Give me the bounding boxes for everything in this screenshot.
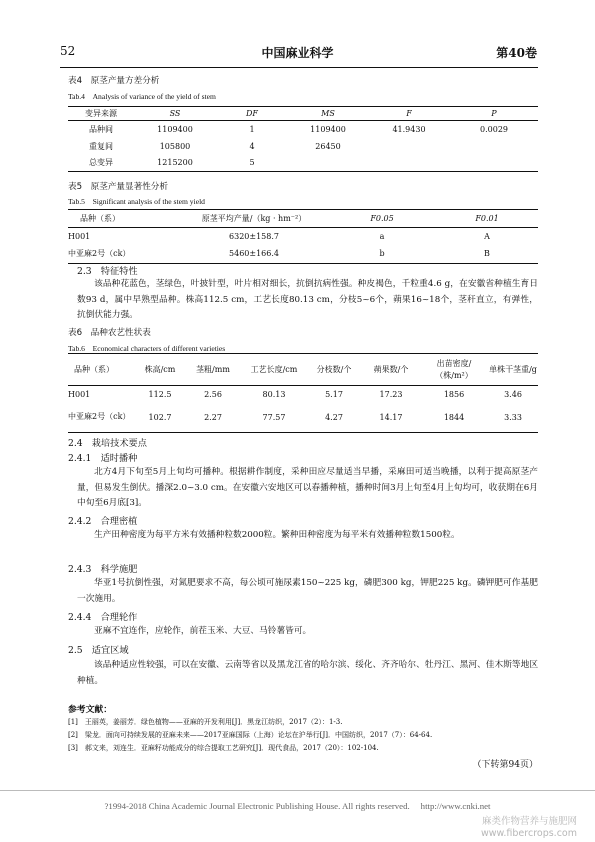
table4-cell: 1109400 [310,124,346,134]
table6-cell: 3.46 [504,389,522,399]
table6-cell: 112.5 [148,389,172,399]
paragraph-2-3 [77,277,538,324]
table4-header-cell: SS [134,107,216,121]
table4 [68,106,538,172]
table4-caption-en: Tab.4 Analysis of variance of the yield of stem [68,92,216,101]
table5-cell: 6320±158.7 [229,231,279,241]
table5-header-cell: F0.05 [328,210,436,228]
section-heading-2-4-4: 2.4.4 合理轮作 [68,612,138,623]
table-row [68,155,538,172]
table6-cell: 77.57 [262,412,286,422]
table6-header-cell: 品种（系） [68,354,136,386]
table-row [68,403,538,433]
table4-cell: 41.9430 [392,124,426,134]
table6-caption-en: Tab.6 Economical characters of different varieties [68,344,226,353]
table4-cell: 26450 [315,141,341,151]
table-row [68,121,538,138]
footer-rule [0,790,595,791]
section-heading-2-5: 2.5 适宜区域 [68,645,129,656]
section-heading-2-4-3: 2.4.3 科学施肥 [68,564,138,575]
table4-cell [450,138,538,155]
table-row [68,245,538,264]
paragraph-2-5 [77,658,538,689]
table4-cell [288,155,368,172]
table5-header-cell: 原茎平均产量/（kg · hm⁻²） [180,210,328,228]
paragraph-2-4-2 [77,528,538,544]
paragraph-text: 该品种花蓝色，茎绿色，叶披针型，叶片相对细长，抗倒抗病性强。种皮褐色，千粒重4.6 g，在安徽省种植生育日数93 d，属中早熟型品种。株高112.5 cm，工艺长度80.13 cm，分枝5~6个，蒴果16~18个，茎秆直立，有弹性，抗倒伏能力强。 [77,279,538,320]
table4-cell: 重复间 [89,141,113,151]
table6-cell: 14.17 [379,412,403,422]
page-number: 52 [60,44,76,58]
watermark-line: www.fibercrops.com [480,828,577,839]
table6-cell: 2.27 [204,412,222,422]
continued-note: （下转第94页） [472,760,538,770]
table5-cell: 5460±166.4 [229,249,279,259]
table4-header-cell: P [450,107,538,121]
paragraph-2-4-4 [77,624,538,640]
paragraph-text: 该品种适应性较强，可以在安徽、云南等省以及黑龙江省的哈尔滨、绥化、齐齐哈尔、牡丹江、黑河、佳木斯等地区种植。 [77,660,538,686]
table4-cell: 总变异 [89,158,113,168]
table5-cell: A [484,231,490,241]
table6-cell: 1856 [443,389,465,399]
table6-header-cell: 单株干茎重/g [488,354,538,386]
table6-cell: H001 [68,389,91,399]
table4-cell [450,155,538,172]
table4-cell: 4 [249,141,255,151]
journal-title: 中国麻业科学 [261,46,334,60]
table4-caption-cn: 表4 原茎产量方差分析 [68,76,160,86]
table4-cell [368,155,450,172]
table4-header-cell: MS [288,107,368,121]
table6-cell: 17.23 [379,389,403,399]
table6-cell: 2.56 [204,389,222,399]
paragraph-text: 生产田种密度为每平方米有效播种粒数2000粒。繁种田种密度为每平米有效播种粒数1500粒。 [94,530,460,540]
paragraph-text: 华亚1号抗倒性强，对氮肥要求不高，每公顷可施尿素150~225 kg，磷肥300 kg，钾肥225 kg。磷钾肥可作基肥一次施用。 [77,578,538,604]
section-heading-2-4-1: 2.4.1 适时播种 [68,453,138,464]
table6-header-cell: 工艺长度/cm [242,354,306,386]
references-title: 参考文献： [68,705,112,715]
table6-header-cell: 蒴果数/个 [362,354,420,386]
table4-header-cell: DF [216,107,288,121]
table5-cell: b [379,249,385,259]
reference-item: [2] 梁龙．面向可持续发展的亚麻未来——2017亚麻国际（上海）论坛在沪举行[J]．中国纺织，2017（7）：64-64. [68,731,433,739]
table4-cell: 5 [249,158,255,168]
volume-label: 第40卷 [496,46,537,60]
section-heading-2-3: 2.3 特征特性 [77,266,138,277]
table4-header-cell: 变异来源 [68,107,134,121]
reference-item: [1] 王丽英，姜丽芳．绿色植物——亚麻的开发利用[J]．黑龙江纺织，2017（2）：1-3. [68,718,343,726]
table-row [68,138,538,155]
table6-caption-cn: 表6 品种农艺性状表 [68,328,151,338]
table4-cell: 0.0029 [480,124,508,134]
section-heading-2-4-2: 2.4.2 合理密植 [68,516,138,527]
table5-caption-en: Tab.5 Significant analysis of the stem yield [68,197,205,206]
table5-caption-cn: 表5 原茎产量显著性分析 [68,182,168,192]
header-rule [60,67,538,68]
table5-cell: a [379,231,385,241]
section-heading-2-4: 2.4 栽培技术要点 [68,438,147,449]
table-row [68,228,538,245]
table4-cell: 1215200 [157,158,193,168]
table6-cell: 4.27 [325,412,343,422]
table6-cell: 80.13 [262,389,286,399]
table4-cell [368,138,450,155]
paragraph-2-4-3 [77,576,538,607]
table6-cell: 5.17 [325,389,343,399]
table-row [68,386,538,403]
table4-cell: 品种间 [89,124,113,134]
table5-header-cell: 品种（系） [68,210,180,228]
table4-header-cell: F [368,107,450,121]
table5 [68,209,538,264]
copyright-footer: ?1994-2018 China Academic Journal Electronic Publishing House. All rights reserved. http://www.cnki.net [104,801,491,811]
table5-header-cell: F0.01 [436,210,538,228]
table4-cell: 1109400 [157,124,193,134]
watermark-line: 麻类作物营养与施肥网 [481,816,577,827]
table6-header-cell: 分枝数/个 [306,354,362,386]
table6-cell: 1844 [443,412,465,422]
reference-item: [3] 郝文来，刘连生．亚麻籽功能成分的综合提取工艺研究[J]．现代食品，2017（20）：102-104. [68,744,379,752]
table6-header-cell: 茎粗/mm [184,354,242,386]
table6-cell: 中亚麻2号（ck） [68,412,131,422]
table6-header-cell: 出苗密度/（株/m²） [420,354,488,386]
table5-cell: B [484,249,490,259]
table5-cell: 中亚麻2号（ck） [68,249,131,259]
watermark [481,816,577,840]
table4-cell: 105800 [159,141,191,151]
table6-cell: 3.33 [504,412,522,422]
table6 [68,353,538,433]
table5-cell: H001 [68,231,91,241]
table6-cell: 102.7 [148,412,172,422]
table4-cell: 1 [249,124,255,134]
paragraph-text: 北方4月下旬至5月上旬均可播种。根据耕作制度，采种田应尽量适当早播，采麻田可适当晚播，以利于提高原茎产量，但易发生倒伏。播深2.0~3.0 cm。在安徽六安地区可以春播种植，播种时间3月上旬至4月上旬均可，收获期在6月中旬至6月底[3]。 [77,467,538,508]
table6-header-cell: 株高/cm [136,354,184,386]
paragraph-2-4-1 [77,465,538,512]
paragraph-text: 亚麻不宜连作，应轮作，前茬玉米、大豆、马铃薯皆可。 [94,626,312,636]
